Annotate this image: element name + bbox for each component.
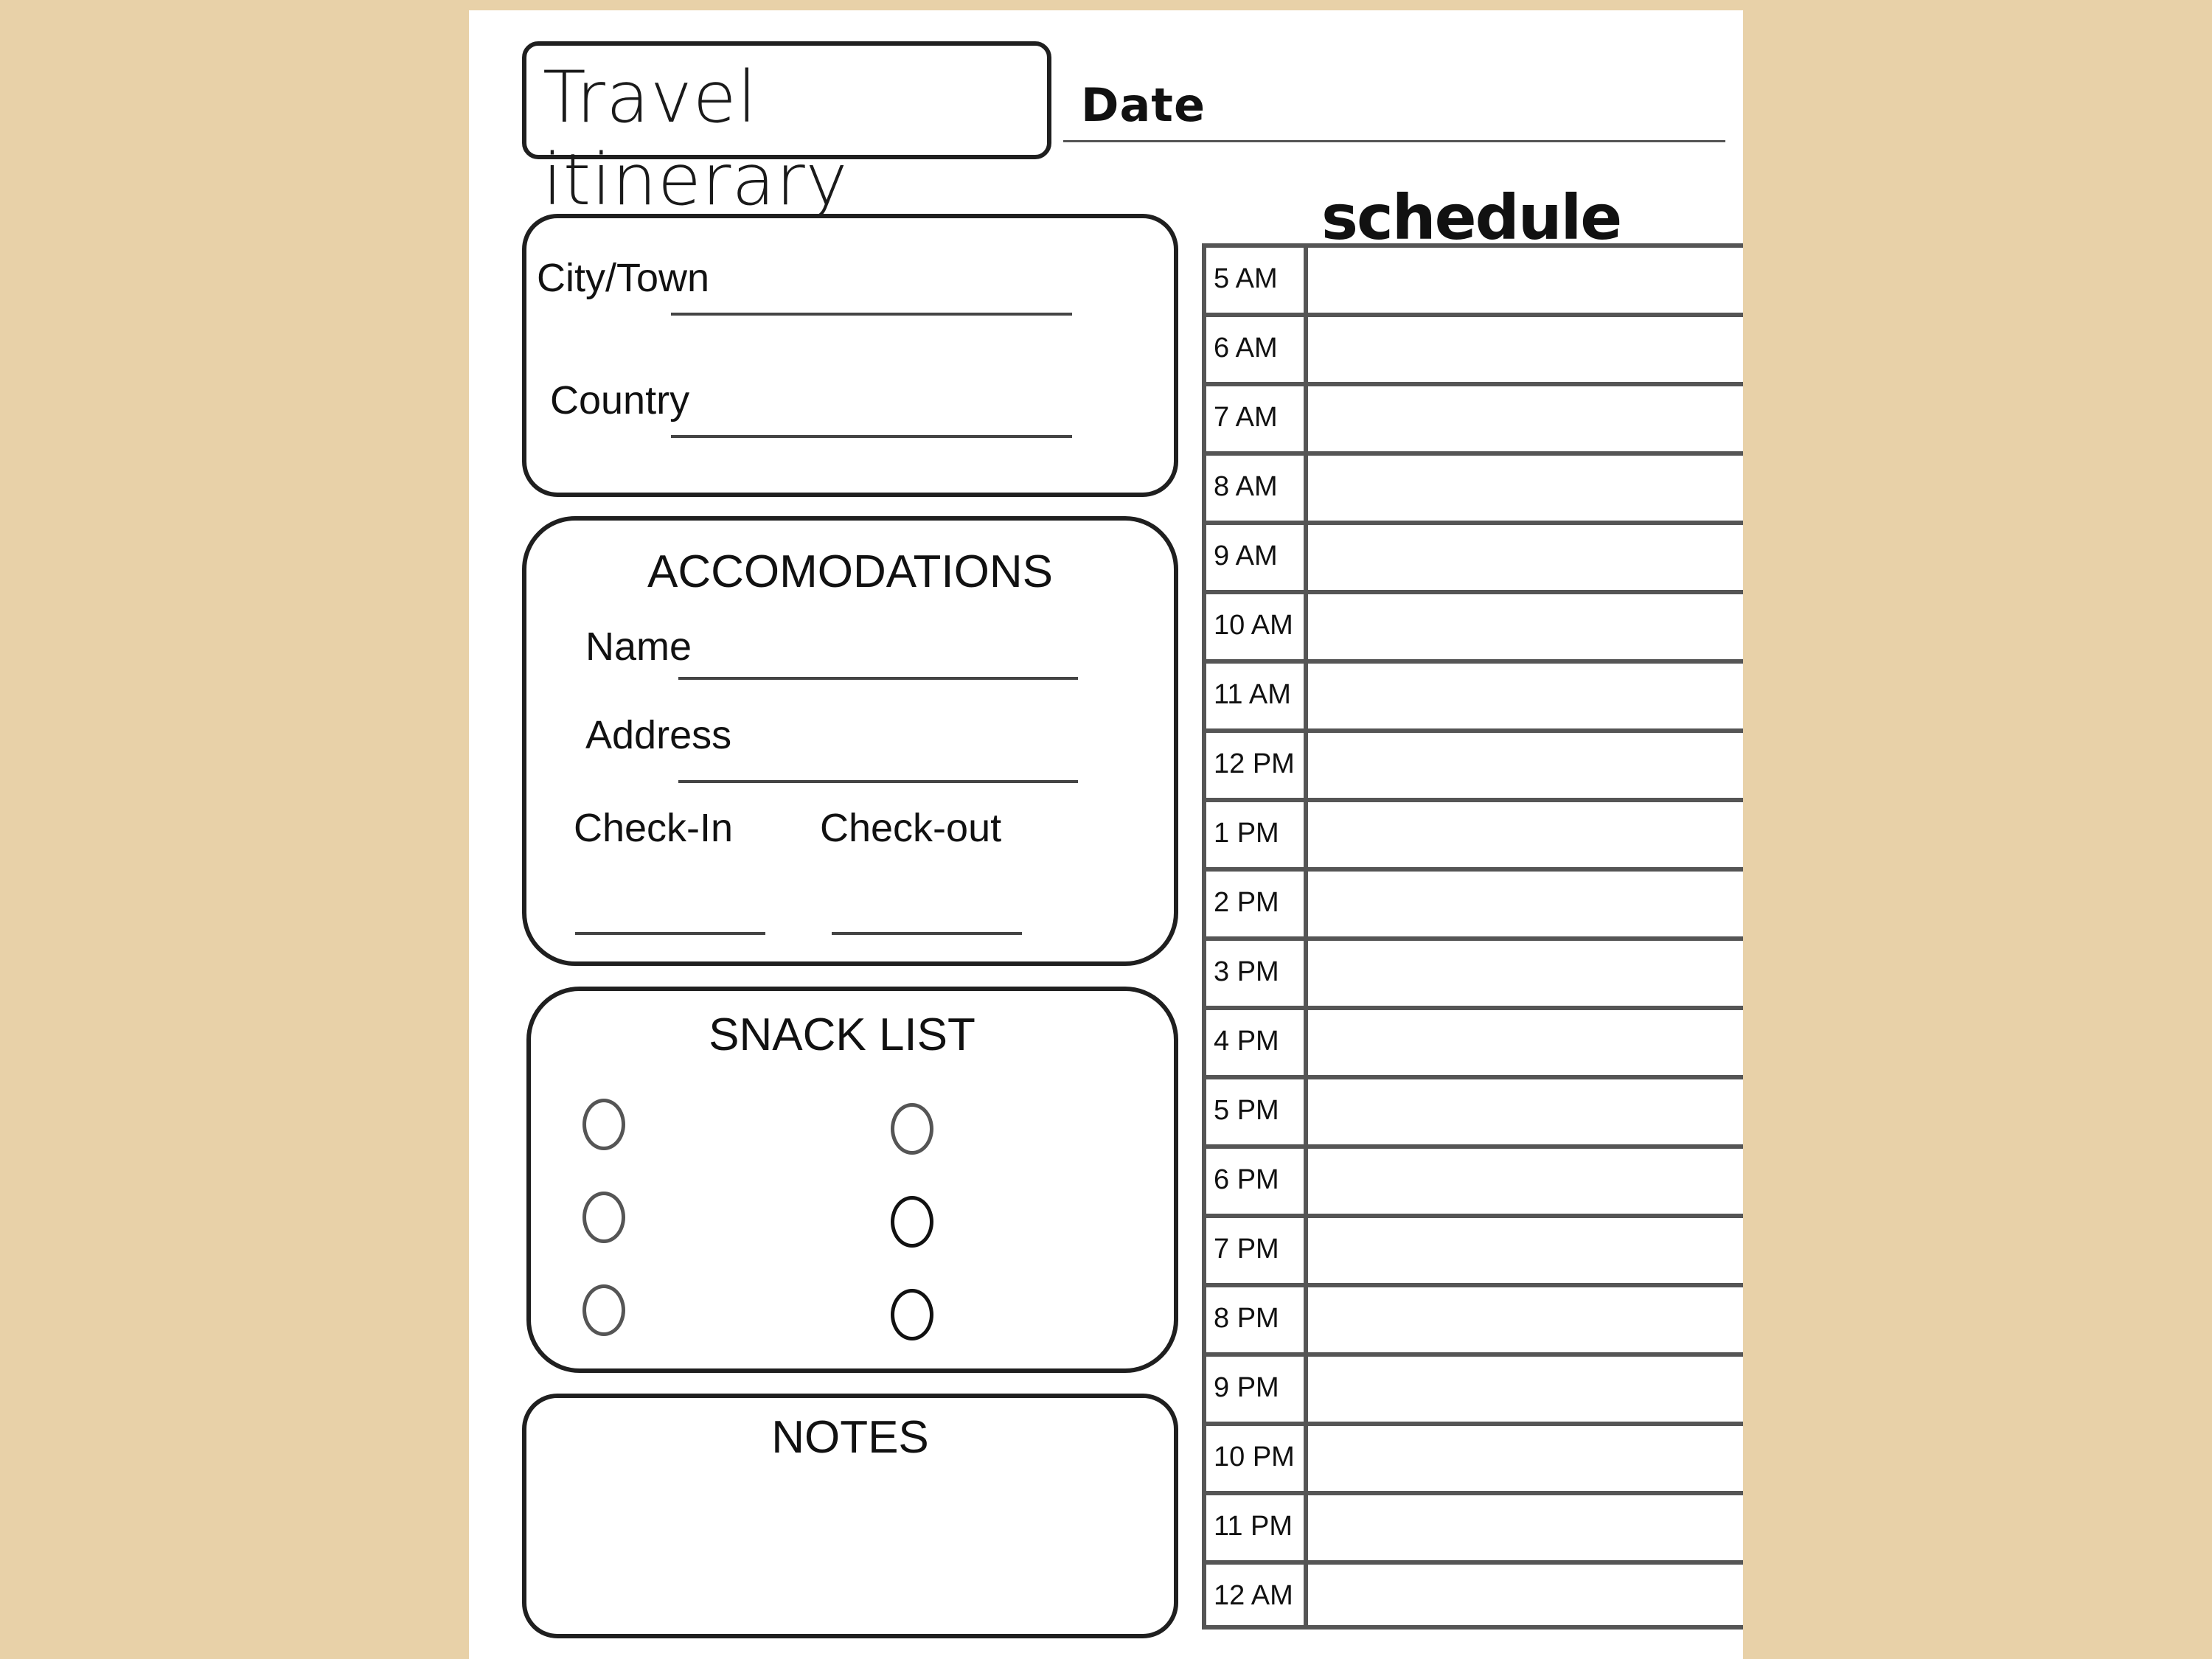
snack-checkbox[interactable] bbox=[891, 1103, 933, 1155]
snack-list-box bbox=[526, 987, 1178, 1373]
date-label: Date bbox=[1081, 78, 1206, 132]
schedule-time-cell bbox=[1206, 802, 1308, 867]
schedule-row[interactable] bbox=[1202, 521, 1743, 590]
schedule-time-label: 12 PM bbox=[1214, 748, 1295, 779]
city-label: City/Town bbox=[537, 256, 710, 300]
page-title: Travel itinerary bbox=[543, 56, 849, 221]
schedule-time-cell bbox=[1206, 664, 1308, 728]
schedule-time-cell bbox=[1206, 941, 1308, 1006]
schedule-time-cell bbox=[1206, 317, 1308, 382]
schedule-time-label: 12 AM bbox=[1214, 1580, 1293, 1611]
schedule-time-label: 4 PM bbox=[1214, 1026, 1279, 1057]
schedule-time-label: 5 PM bbox=[1214, 1095, 1279, 1126]
schedule-time-cell bbox=[1206, 1426, 1308, 1491]
schedule-time-label: 3 PM bbox=[1214, 956, 1279, 987]
schedule-time-label: 9 AM bbox=[1214, 540, 1278, 571]
schedule-time-label: 7 AM bbox=[1214, 402, 1278, 433]
schedule-row[interactable] bbox=[1202, 1214, 1743, 1283]
schedule-row[interactable] bbox=[1202, 382, 1743, 451]
schedule-time-cell bbox=[1206, 1287, 1308, 1352]
country-field[interactable] bbox=[671, 435, 1072, 438]
schedule-time-label: 7 PM bbox=[1214, 1234, 1279, 1265]
schedule-time-cell bbox=[1206, 733, 1308, 798]
address-field[interactable] bbox=[678, 780, 1078, 783]
schedule-row[interactable] bbox=[1202, 1075, 1743, 1144]
name-field[interactable] bbox=[678, 677, 1078, 680]
checkout-field[interactable] bbox=[832, 932, 1022, 935]
schedule-row[interactable] bbox=[1202, 1006, 1743, 1075]
schedule-time-label: 10 AM bbox=[1214, 610, 1293, 641]
snack-checkbox[interactable] bbox=[891, 1289, 933, 1340]
schedule-time-label: 8 AM bbox=[1214, 471, 1278, 502]
itinerary-page bbox=[469, 10, 1743, 1659]
schedule-time-cell bbox=[1206, 872, 1308, 936]
schedule-time-cell bbox=[1206, 525, 1308, 590]
schedule-row[interactable] bbox=[1202, 936, 1743, 1006]
snack-list-heading: SNACK LIST bbox=[709, 1009, 975, 1060]
snack-checkbox[interactable] bbox=[582, 1099, 625, 1150]
date-field[interactable] bbox=[1063, 140, 1725, 142]
schedule-time-label: 5 AM bbox=[1214, 263, 1278, 294]
address-label: Address bbox=[585, 713, 732, 757]
schedule-time-label: 6 AM bbox=[1214, 333, 1278, 364]
notes-heading: NOTES bbox=[771, 1412, 929, 1463]
schedule-time-cell bbox=[1206, 1565, 1308, 1625]
schedule-row[interactable] bbox=[1202, 1422, 1743, 1491]
schedule-row[interactable] bbox=[1202, 1283, 1743, 1352]
schedule-row[interactable] bbox=[1202, 1352, 1743, 1422]
schedule-time-cell bbox=[1206, 1010, 1308, 1075]
schedule-time-label: 11 PM bbox=[1214, 1511, 1293, 1542]
snack-checkbox[interactable] bbox=[582, 1192, 625, 1243]
schedule-time-cell bbox=[1206, 1079, 1308, 1144]
schedule-time-cell bbox=[1206, 456, 1308, 521]
city-field[interactable] bbox=[671, 313, 1072, 316]
schedule-time-cell bbox=[1206, 248, 1308, 313]
accommodations-box bbox=[522, 516, 1178, 966]
schedule-time-label: 1 PM bbox=[1214, 818, 1279, 849]
schedule-row[interactable] bbox=[1202, 313, 1743, 382]
name-label: Name bbox=[585, 625, 692, 669]
schedule-time-cell bbox=[1206, 1357, 1308, 1422]
schedule-row[interactable] bbox=[1202, 867, 1743, 936]
schedule-time-label: 8 PM bbox=[1214, 1303, 1279, 1334]
checkout-label: Check-out bbox=[820, 806, 1002, 850]
schedule-time-label: 9 PM bbox=[1214, 1372, 1279, 1403]
schedule-time-cell bbox=[1206, 594, 1308, 659]
schedule-time-label: 11 AM bbox=[1214, 679, 1291, 710]
schedule-row[interactable] bbox=[1202, 798, 1743, 867]
schedule-row[interactable] bbox=[1202, 728, 1743, 798]
schedule-time-cell bbox=[1206, 1495, 1308, 1560]
schedule-row[interactable] bbox=[1202, 451, 1743, 521]
country-label: Country bbox=[550, 378, 690, 422]
schedule-title: schedule bbox=[1321, 181, 1621, 254]
accommodations-heading: ACCOMODATIONS bbox=[647, 546, 1053, 597]
title-box bbox=[522, 41, 1051, 221]
schedule-time-label: 6 PM bbox=[1214, 1164, 1279, 1195]
schedule-time-label: 10 PM bbox=[1214, 1441, 1295, 1472]
snack-checkbox[interactable] bbox=[582, 1284, 625, 1336]
schedule-time-label: 2 PM bbox=[1214, 887, 1279, 918]
checkin-label: Check-In bbox=[574, 806, 734, 850]
schedule-time-cell bbox=[1206, 1218, 1308, 1283]
checkin-field[interactable] bbox=[575, 932, 765, 935]
schedule-time-cell bbox=[1206, 1149, 1308, 1214]
schedule-grid bbox=[1202, 243, 1743, 1630]
schedule-row[interactable] bbox=[1202, 1560, 1743, 1630]
schedule-row[interactable] bbox=[1202, 1144, 1743, 1214]
location-box bbox=[522, 214, 1178, 497]
schedule-row[interactable] bbox=[1202, 659, 1743, 728]
schedule-row[interactable] bbox=[1202, 243, 1743, 313]
notes-box[interactable] bbox=[522, 1394, 1178, 1638]
schedule-row[interactable] bbox=[1202, 590, 1743, 659]
schedule-row[interactable] bbox=[1202, 1491, 1743, 1560]
schedule-time-cell bbox=[1206, 386, 1308, 451]
snack-checkbox[interactable] bbox=[891, 1196, 933, 1248]
